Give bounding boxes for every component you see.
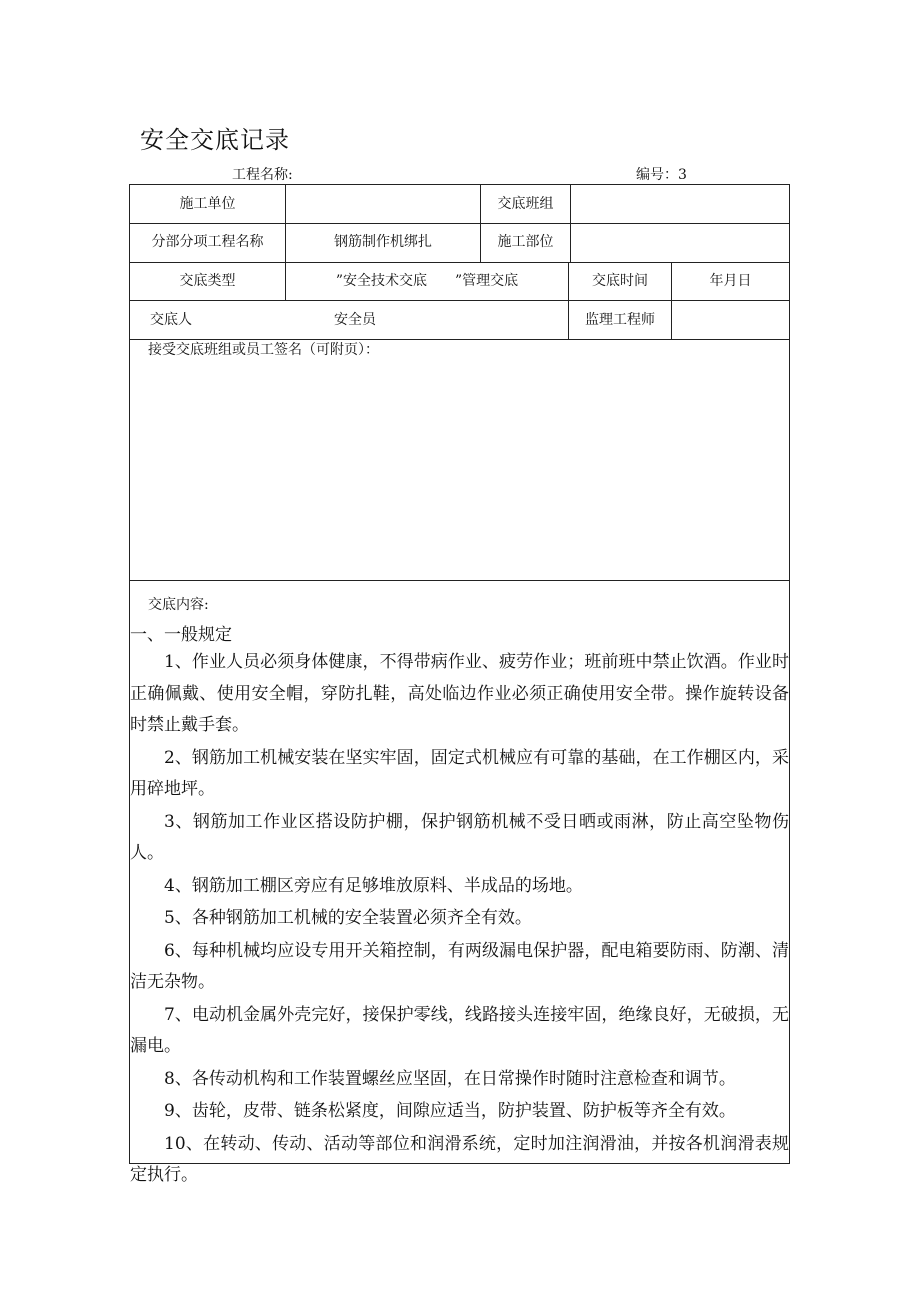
rule-item: 5、各种钢筋加工机械的安全装置必须齐全有效。 [164, 908, 532, 928]
project-name-label: 工程名称: [232, 167, 293, 183]
record-number: 编号：3 [636, 167, 687, 183]
subproject-value: 钢筋制作机绑扎 [334, 234, 432, 250]
section-title: 一、一般规定 [130, 625, 232, 645]
presenter-label: 交底人 [150, 312, 192, 328]
row-divider [130, 223, 789, 224]
row-divider [130, 580, 789, 581]
team-label: 交底班组 [497, 196, 554, 212]
rule-item: 6、每种机械均应设专用开关箱控制，有两级漏电保护器，配电箱要防雨、防潮、清洁无杂物。 [130, 940, 789, 992]
content-label: 交底内容: [148, 597, 209, 613]
rule-item: 1、作业人员必须身体健康，不得带病作业、疲劳作业；班前班中禁止饮酒。作业时正确佩戴、使用安全帽，穿防扎鞋，高处临边作业必须正确使用安全带。操作旋转设备时禁止戴手套。 [130, 652, 789, 735]
rule-item: 4、钢筋加工棚区旁应有足够堆放原料、半成品的场地。 [164, 875, 583, 896]
time-value: 年月日 [709, 273, 752, 289]
disclosure-content [130, 589, 789, 1192]
row-divider [130, 262, 789, 263]
page-title: 安全交底记录 [140, 126, 290, 154]
rule-item: 9、齿轮，皮带、链条松紧度，间隙应适当，防护装置、防护板等齐全有效。 [164, 1101, 736, 1121]
disclosure-form [129, 184, 790, 1185]
rule-item: 8、各传动机构和工作装置螺丝应坚固，在日常操作时随时注意检查和调节。 [164, 1068, 736, 1089]
construction-unit-label: 施工单位 [179, 196, 236, 212]
type-value: ”安全技术交底 ”管理交底 [335, 273, 519, 289]
type-label: 交底类型 [179, 273, 236, 289]
rule-item: 10、在转动、传动、活动等部位和润滑系统，定时加注润滑油，并按各机润滑表规定执行。 [130, 1133, 789, 1185]
col-divider [570, 185, 571, 262]
row-divider [130, 300, 789, 301]
location-label: 施工部位 [497, 234, 554, 250]
subproject-label: 分部分项工程名称 [151, 234, 264, 250]
time-label: 交底时间 [592, 273, 648, 289]
rule-item: 3、钢筋加工作业区搭设防护棚，保护钢筋机械不受日晒或雨淋，防止高空坠物伤人。 [130, 811, 789, 863]
presenter-value: 安全员 [334, 312, 376, 328]
signature-label: 接受交底班组或员工签名（可附页）： [148, 342, 379, 358]
rule-item: 2、钢筋加工机械安装在坚实牢固，固定式机械应有可靠的基础，在工作棚区内，采用碎地坪。 [130, 747, 789, 799]
supervisor-label: 监理工程师 [585, 312, 655, 328]
rule-item: 7、电动机金属外壳完好，接保护零线，线路接头连接牢固，绝缘良好，无破损，无漏电。 [130, 1004, 789, 1056]
